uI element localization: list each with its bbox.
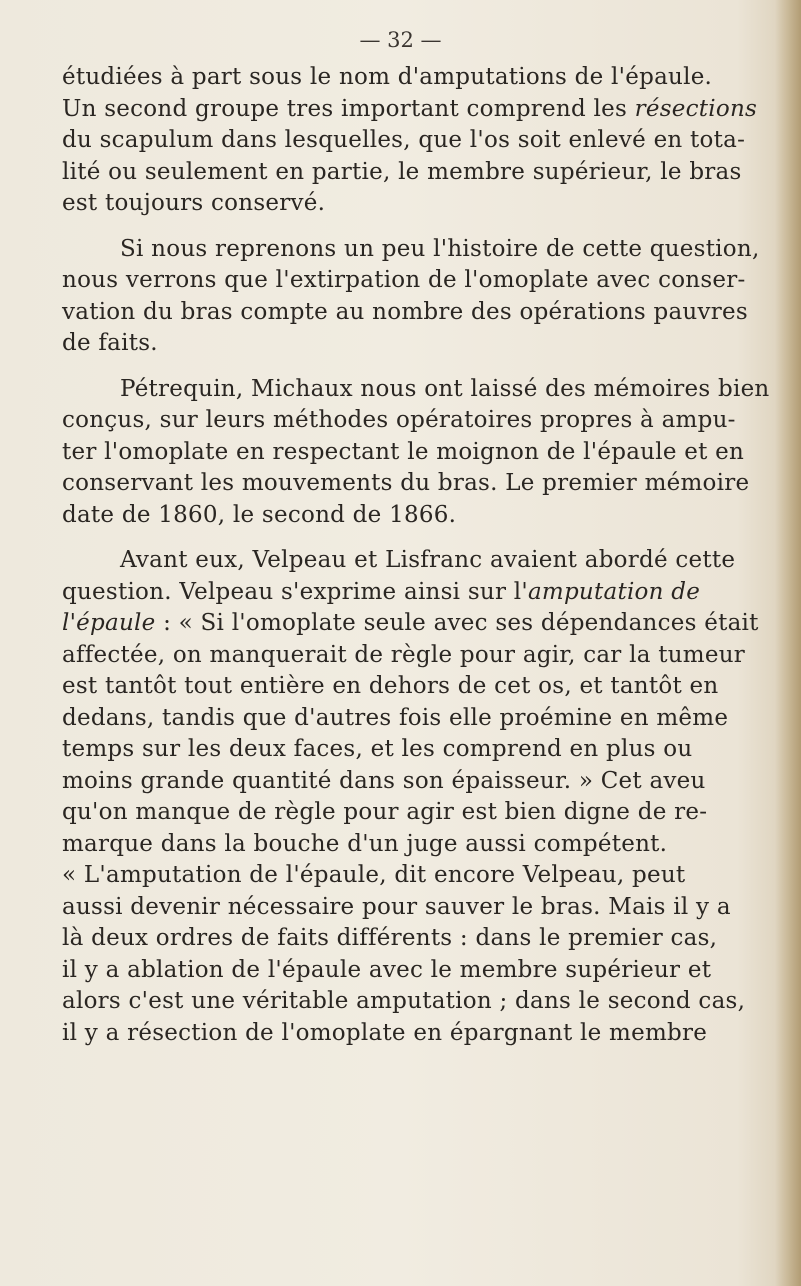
text-line: qu'on manque de règle pour agir est bien digne de re- <box>62 799 708 825</box>
page-number: — 32 — <box>359 28 442 52</box>
text-line: Si nous reprenons un peu l'histoire de cette question, <box>120 235 760 262</box>
text-line: dedans, tandis que d'autres fois elle proémine en même <box>62 704 729 731</box>
text-segment: : « Si l'omoplate seule avec ses dépendances était <box>155 610 759 636</box>
text-line: il y a ablation de l'épaule avec le membre supérieur et <box>62 956 712 983</box>
text-line: alors c'est une véritable amputation ; dans le second cas, <box>62 988 746 1014</box>
text-line: il y a résection de l'omoplate en épargnant le membre <box>62 1019 708 1046</box>
text-segment: question. Velpeau s'exprime ainsi sur l' <box>62 578 528 605</box>
italic-term: résections <box>634 95 758 122</box>
text-line: du scapulum dans lesquelles, que l'os soit enlevé en tota- <box>62 127 746 153</box>
text-line <box>62 577 767 609</box>
text-line <box>62 608 767 640</box>
italic-title: l'épaule <box>62 610 156 636</box>
text-line <box>62 94 767 126</box>
text-segment: Un second groupe tres important comprend les <box>62 95 635 122</box>
text-line: est toujours conservé. <box>62 190 326 216</box>
text-line: conçus, sur leurs méthodes opératoires propres à ampu- <box>62 407 736 433</box>
text-line: nous verrons que l'extirpation de l'omoplate avec conser- <box>62 267 746 293</box>
paragraph-gap <box>62 220 767 234</box>
text-line: Pétrequin, Michaux nous ont laissé des mémoires bien <box>120 375 770 402</box>
text-line: lité ou seulement en partie, le membre supérieur, le bras <box>62 158 742 185</box>
text-line: temps sur les deux faces, et les comprend en plus ou <box>62 736 693 762</box>
text-line: affectée, on manquerait de règle pour agir, car la tumeur <box>62 641 746 668</box>
text-line: étudiées à part sous le nom d'amputations de l'épaule. <box>62 64 713 90</box>
text-line: de faits. <box>62 330 158 356</box>
body-text <box>62 62 770 1049</box>
text-line: là deux ordres de faits différents : dans le premier cas, <box>62 925 718 951</box>
text-line: vation du bras compte au nombre des opérations pauvres <box>62 298 748 325</box>
text-line: est tantôt tout entière en dehors de cet os, et tantôt en <box>62 673 719 699</box>
page-edge-shadow <box>775 0 801 1286</box>
text-line: marque dans la bouche d'un juge aussi compétent. <box>62 830 668 857</box>
text-line: Avant eux, Velpeau et Lisfranc avaient abordé cette <box>120 547 736 573</box>
text-line: date de 1860, le second de 1866. <box>62 501 457 528</box>
text-line: ter l'omoplate en respectant le moignon de l'épaule et en <box>62 438 745 465</box>
text-line: moins grande quantité dans son épaisseur. » Cet aveu <box>62 767 706 794</box>
italic-title: amputation de <box>527 578 701 605</box>
paragraph-gap <box>62 531 767 545</box>
text-line: conservant les mouvements du bras. Le premier mémoire <box>62 470 750 496</box>
text-line: aussi devenir nécessaire pour sauver le bras. Mais il y a <box>62 893 731 920</box>
paragraph-gap <box>62 360 767 374</box>
text-line: « L'amputation de l'épaule, dit encore Velpeau, peut <box>62 862 686 888</box>
